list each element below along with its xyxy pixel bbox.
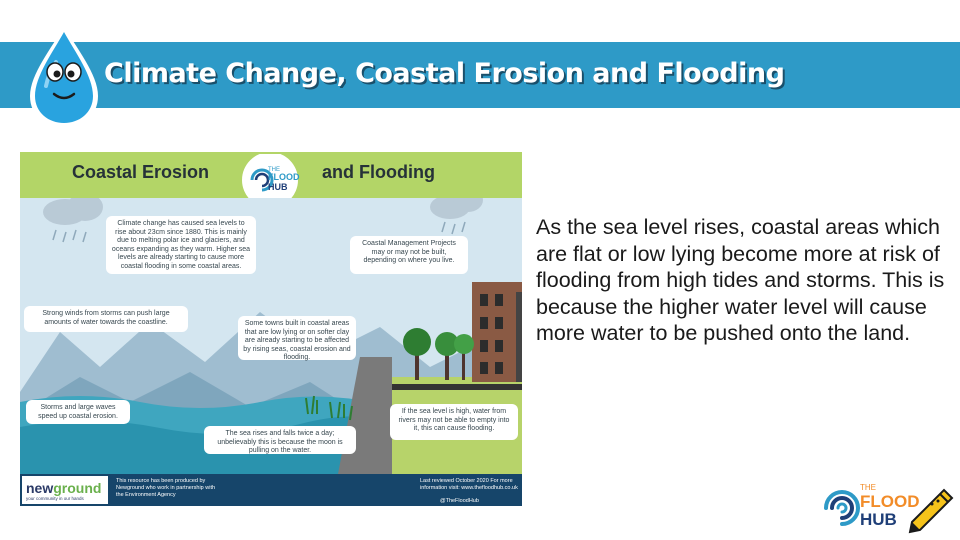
flood-hub-logo-icon <box>812 474 958 536</box>
svg-text:THE: THE <box>268 167 280 173</box>
info-box-storms: Storms and large waves speed up coastal erosion. <box>26 400 130 424</box>
newground-logo <box>22 476 108 504</box>
logo-hub: HUB <box>860 510 897 529</box>
footer-handle: @TheFloodHub <box>440 498 479 504</box>
logo-flood: FLOOD <box>860 492 920 511</box>
newground-tagline: your community in our hands <box>26 496 84 501</box>
footer-reviewed-text: Last reviewed October 2020 For more information visit: www.thefloodhub.co.uk <box>420 478 518 491</box>
infographic-flood-hub-logo-icon <box>230 154 310 198</box>
info-box-climate: Climate change has caused sea levels to rise about 23cm since 1880. This is mainly due to melting polar ice and glaciers, and oceans expanding as they warm. Higher sea levels are already starting to cause more coastal flooding in some coastal areas. <box>106 216 256 274</box>
infographic-title-left: Coastal Erosion <box>72 162 210 182</box>
slide-title: Climate Change, Coastal Erosion and Flooding <box>104 58 785 89</box>
newground-logo-ground: ground <box>53 480 102 496</box>
infographic-title-right: and Flooding <box>322 162 435 182</box>
infographic-footer <box>20 474 522 506</box>
info-box-high-sea: If the sea level is high, water from rivers may not be able to empty into it, this can cause flooding. <box>390 404 518 440</box>
coastal-erosion-infographic <box>20 152 522 506</box>
slide-body-text: As the sea level rises, coastal areas which are flat or low lying become more at risk of flooding from high tides and storms. This is because the higher water level will cause more water to be pushed onto the land. <box>536 215 945 346</box>
newground-logo-new: new <box>26 480 54 496</box>
info-box-towns: Some towns built in coastal areas that are low lying or on softer clay are already starting to be affected by rising seas, coastal erosion and flooding. <box>238 316 356 360</box>
svg-text:HUB: HUB <box>268 182 288 192</box>
water-drop-mascot-icon <box>24 22 104 132</box>
info-box-winds: Strong winds from storms can push large amounts of water towards the coastline. <box>24 306 188 332</box>
info-box-tides: The sea rises and falls twice a day; unbelievably this is because the moon is pulling on the water. <box>204 426 356 454</box>
info-box-management: Coastal Management Projects may or may not be built, depending on where you live. <box>350 236 468 274</box>
footer-produced-text: This resource has been produced by Newground who work in partnership with the Environment Agency <box>116 478 216 498</box>
svg-text:FLOOD: FLOOD <box>268 172 300 182</box>
logo-the: THE <box>860 483 876 492</box>
